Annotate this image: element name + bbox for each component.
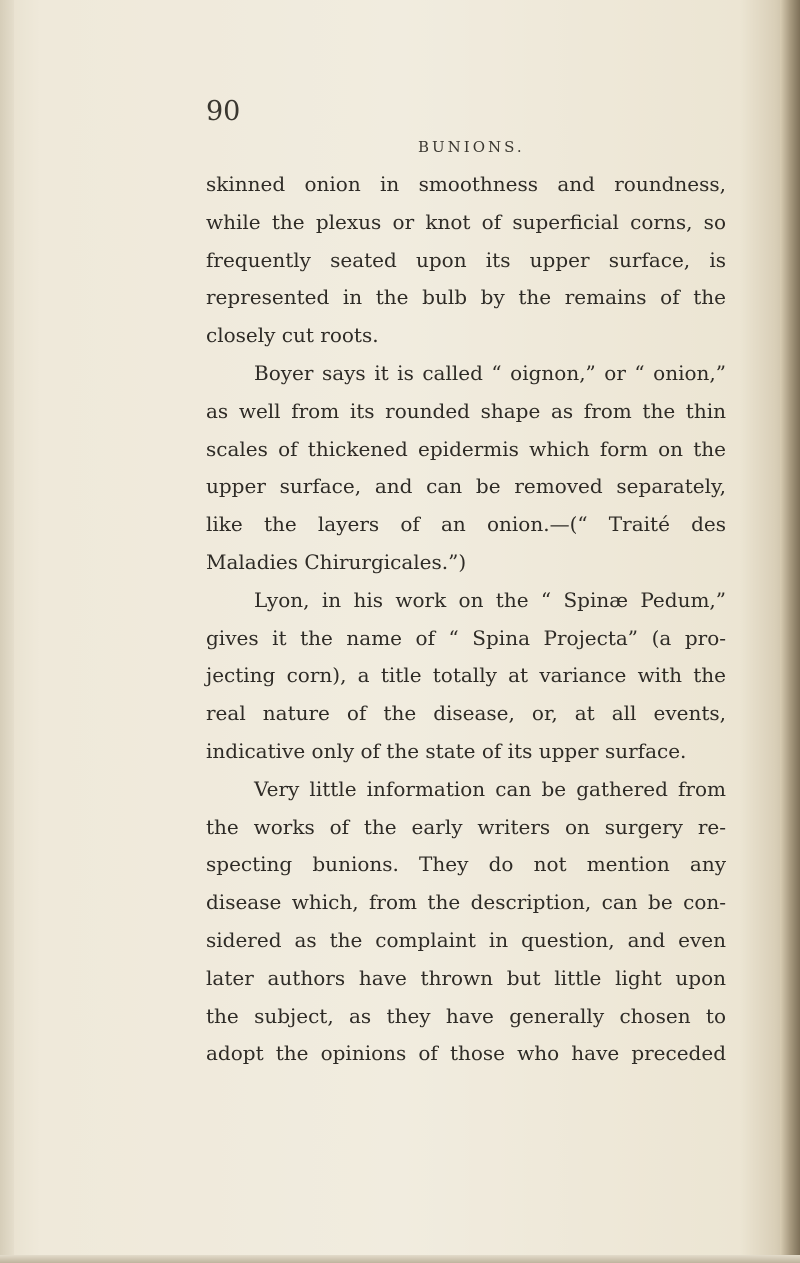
page-bottom-edge [0, 1255, 800, 1263]
text-line: represented in the bulb by the remains of the [206, 285, 726, 310]
text-line: the works of the early writers on surgery re- [206, 814, 726, 839]
text-line: adopt the opinions of those who have preceded [206, 1041, 726, 1066]
body-text [206, 166, 726, 1073]
text-line: Maladies Chirurgicales.”) [206, 549, 467, 574]
page-header [206, 96, 726, 156]
text-line: jecting corn), a title totally at variance with the [206, 663, 726, 688]
text-line: disease which, from the description, can be con- [206, 890, 726, 915]
text-line: Lyon, in his work on the “ Spinæ Pedum,” [254, 587, 726, 612]
text-line: upper surface, and can be removed separately, [206, 474, 726, 499]
text-line: gives it the name of “ Spina Projecta” (a pro- [206, 625, 726, 650]
page-left-edge [0, 0, 14, 1263]
text-line: the subject, as they have generally chosen to [206, 1003, 726, 1028]
text-line: sidered as the complaint in question, and even [206, 927, 726, 952]
text-line: indicative only of the state of its upper surface. [206, 738, 687, 763]
text-line: as well from its rounded shape as from the thin [206, 398, 726, 423]
running-head: BUNIONS. [418, 138, 525, 156]
text-line: scales of thickened epidermis which form on the [206, 436, 726, 461]
page-number: 90 [206, 96, 241, 127]
text-line: Very little information can be gathered from [254, 776, 726, 801]
text-line: real nature of the disease, or, at all events, [206, 701, 726, 726]
text-line: Boyer says it is called “ oignon,” or “ onion,” [254, 360, 726, 385]
text-line: later authors have thrown but little light upon [206, 965, 726, 990]
text-line: closely cut roots. [206, 323, 379, 348]
page-right-edge [780, 0, 800, 1263]
text-line: skinned onion in smoothness and roundness, [206, 172, 726, 196]
text-line: while the plexus or knot of superficial corns, so [206, 209, 726, 234]
text-line: like the layers of an onion.—(“ Traité des [206, 512, 726, 537]
text-line: specting bunions. They do not mention any [206, 852, 726, 877]
text-line: frequently seated upon its upper surface, is [206, 247, 726, 272]
